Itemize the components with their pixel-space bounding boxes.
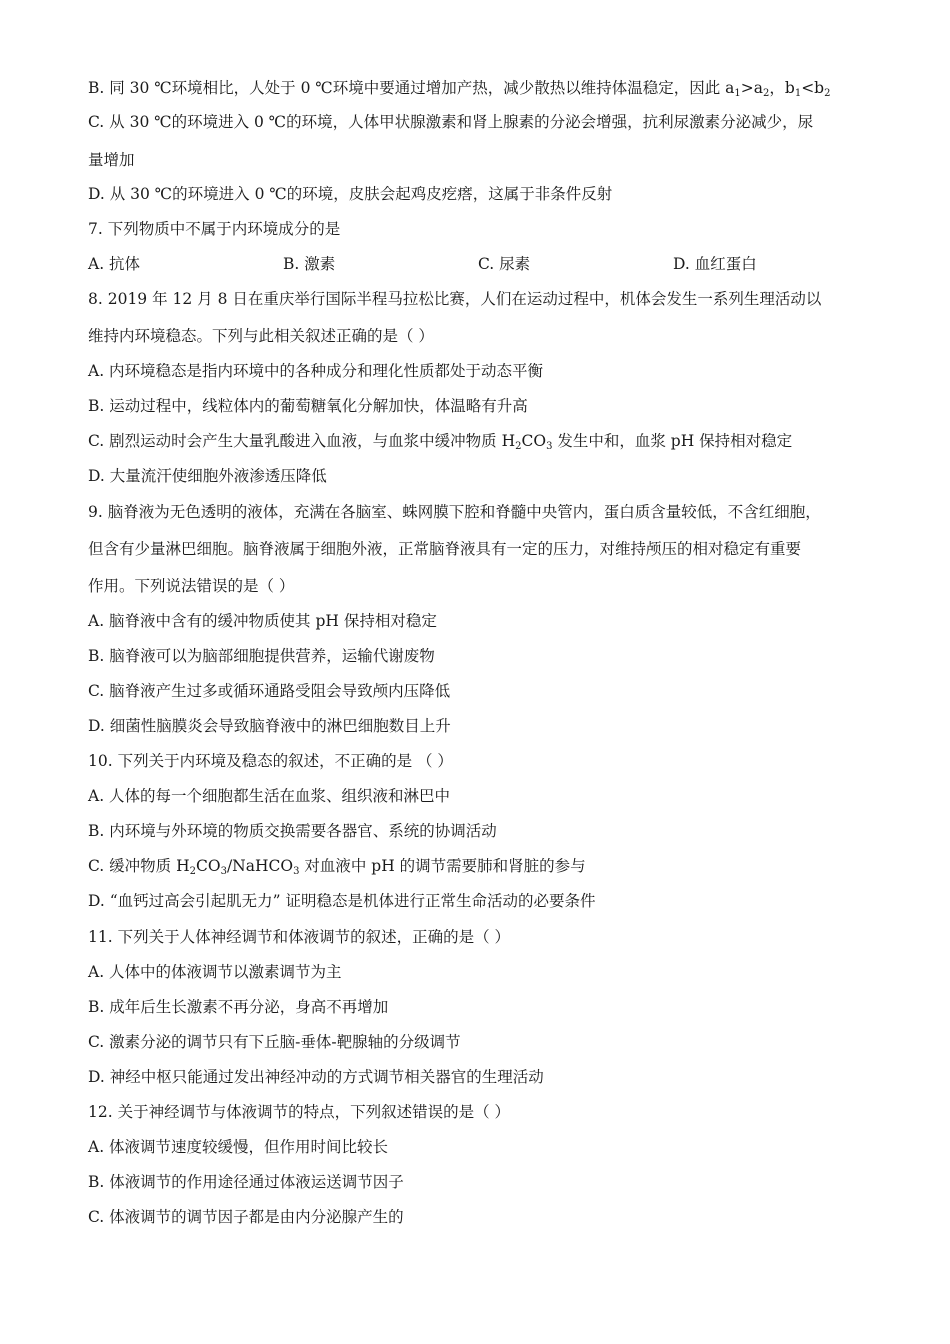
q7-option-a: A. 抗体	[88, 255, 141, 273]
q7-option-d: D. 血红蛋白	[673, 255, 757, 273]
q12-option-a: A. 体液调节速度较缓慢，但作用时间比较长	[88, 1138, 389, 1156]
q9-stem-line3: 作用。下列说法错误的是（ ）	[88, 577, 295, 595]
text: C. 剧烈运动时会产生大量乳酸进入血液，与血浆中缓冲物质 H	[88, 432, 516, 450]
q6-option-c-line1: C. 从 30 ℃的环境进入 0 ℃的环境，人体甲状腺激素和肾上腺素的分泌会增强，抗利尿激素分泌减少，尿	[88, 113, 814, 131]
text: >a	[740, 79, 763, 97]
text: /NaHCO	[226, 857, 294, 875]
text: <b	[801, 79, 825, 97]
subscript: 2	[515, 441, 522, 452]
text: C. 缓冲物质 H	[88, 857, 190, 875]
subscript: 2	[763, 88, 770, 99]
q9-option-c: C. 脑脊液产生过多或循环通路受阻会导致颅内压降低	[88, 682, 451, 700]
subscript: 2	[824, 88, 831, 99]
q8-stem-line2: 维持内环境稳态。下列与此相关叙述正确的是（ ）	[88, 327, 434, 345]
q11-option-b: B. 成年后生长激素不再分泌，身高不再增加	[88, 998, 389, 1016]
text: ，b	[769, 79, 795, 97]
q10-option-b: B. 内环境与外环境的物质交换需要各器官、系统的协调活动	[88, 822, 497, 840]
q10-option-c	[88, 856, 586, 876]
q10-stem: 10. 下列关于内环境及稳态的叙述，不正确的是 （ ）	[88, 752, 453, 770]
q8-stem-line1: 8. 2019 年 12 月 8 日在重庆举行国际半程马拉松比赛，人们在运动过程中，机体会发生一系列生理活动以	[88, 290, 822, 308]
q11-stem: 11. 下列关于人体神经调节和体液调节的叙述，正确的是（ ）	[88, 928, 511, 946]
text: 对血液中 pH 的调节需要肺和肾脏的参与	[299, 857, 586, 875]
q7-stem: 7. 下列物质中不属于内环境成分的是	[88, 220, 341, 238]
subscript: 1	[734, 88, 741, 99]
q6-option-c-line2: 量增加	[88, 151, 135, 169]
text: B. 同 30 ℃环境相比，人处于 0 ℃环境中要通过增加产热，减少散热以维持体温稳定，因此 a	[88, 79, 735, 97]
subscript: 3	[220, 866, 227, 877]
q11-option-c: C. 激素分泌的调节只有下丘脑-垂体-靶腺轴的分级调节	[88, 1033, 461, 1051]
q9-stem-line1: 9. 脑脊液为无色透明的液体，充满在各脑室、蛛网膜下腔和脊髓中央管内，蛋白质含量较低，不含红细胞，	[88, 503, 821, 521]
text: CO	[195, 857, 221, 875]
q9-option-d: D. 细菌性脑膜炎会导致脑脊液中的淋巴细胞数目上升	[88, 717, 451, 735]
q8-option-a: A. 内环境稳态是指内环境中的各种成分和理化性质都处于动态平衡	[88, 362, 544, 380]
subscript: 1	[794, 88, 802, 99]
q8-option-b: B. 运动过程中，线粒体内的葡萄糖氧化分解加快，体温略有升高	[88, 397, 528, 415]
subscript: 3	[293, 866, 300, 877]
q8-option-c	[88, 431, 792, 451]
subscript: 2	[189, 866, 196, 877]
text: CO	[521, 432, 547, 450]
q12-option-c: C. 体液调节的调节因子都是由内分泌腺产生的	[88, 1208, 404, 1226]
text: 发生中和，血浆 pH 保持相对稳定	[552, 432, 793, 450]
q7-option-b: B. 激素	[283, 255, 336, 273]
q10-option-d: D. “血钙过高会引起肌无力” 证明稳态是机体进行正常生命活动的必要条件	[88, 892, 596, 910]
q12-stem: 12. 关于神经调节与体液调节的特点，下列叙述错误的是（ ）	[88, 1103, 511, 1121]
q7-options	[88, 254, 868, 274]
q11-option-a: A. 人体中的体液调节以激素调节为主	[88, 963, 342, 981]
q9-option-a: A. 脑脊液中含有的缓冲物质使其 pH 保持相对稳定	[88, 612, 437, 630]
subscript: 3	[546, 441, 553, 452]
q11-option-d: D. 神经中枢只能通过发出神经冲动的方式调节相关器官的生理活动	[88, 1068, 544, 1086]
q12-option-b: B. 体液调节的作用途径通过体液运送调节因子	[88, 1173, 404, 1191]
q8-option-d: D. 大量流汗使细胞外液渗透压降低	[88, 467, 327, 485]
q6-option-b	[88, 78, 830, 98]
q10-option-a: A. 人体的每一个细胞都生活在血浆、组织液和淋巴中	[88, 787, 451, 805]
q7-option-c: C. 尿素	[478, 255, 531, 273]
q9-option-b: B. 脑脊液可以为脑部细胞提供营养，运输代谢废物	[88, 647, 435, 665]
q6-option-d: D. 从 30 ℃的环境进入 0 ℃的环境，皮肤会起鸡皮疙瘩，这属于非条件反射	[88, 185, 613, 203]
q9-stem-line2: 但含有少量淋巴细胞。脑脊液属于细胞外液，正常脑脊液具有一定的压力，对维持颅压的相对稳定有重要	[88, 540, 802, 558]
